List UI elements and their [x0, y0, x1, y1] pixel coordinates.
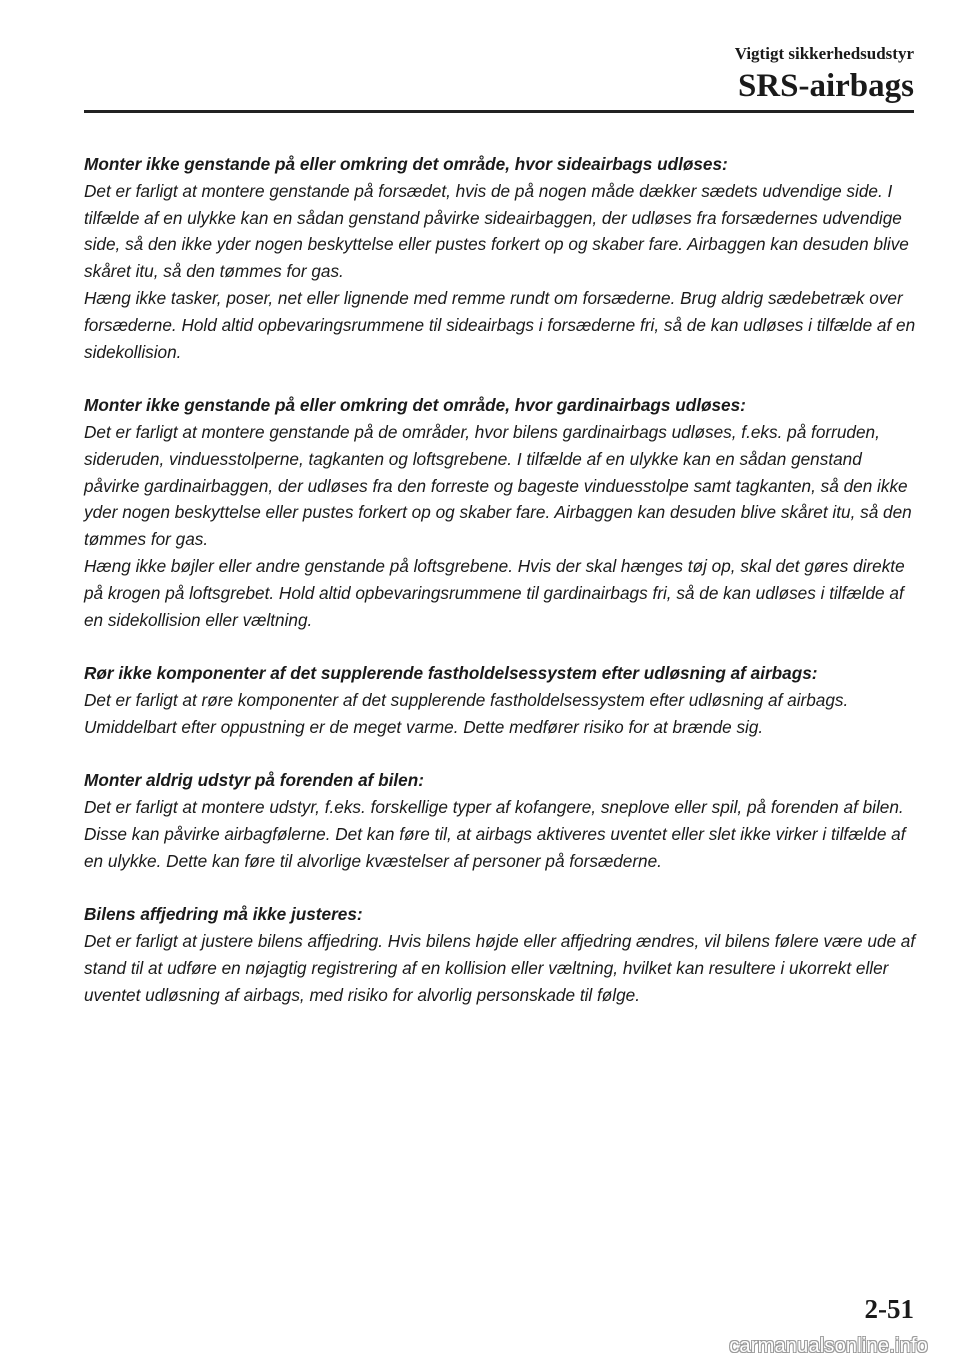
page-number: 2-51 — [864, 1294, 914, 1324]
warning-paragraph: Det er farligt at montere udstyr, f.eks. forskellige typer af kofangere, sneplove eller spil, på forenden af bilen. Disse kan påvirke airbagfølerne. Det kan føre til, at airbags aktiveres uventet eller slet ikke virker i tilfælde af en ulykke. Dette kan føre til alvorlige kvæstelser af personer på forsæderne. — [84, 797, 906, 871]
warning-block-components — [84, 660, 920, 740]
warning-heading: Monter aldrig udstyr på forenden af bilen: — [84, 770, 424, 791]
warning-paragraph: Det er farligt at røre komponenter af det supplerende fastholdelsessystem efter udløsning af airbags. Umiddelbart efter oppustning er de meget varme. Dette medfører risiko for at brænde sig. — [84, 689, 849, 737]
warning-heading: Monter ikke genstande på eller omkring det område, hvor sideairbags udløses: — [84, 154, 728, 174]
page-header — [735, 44, 914, 104]
chapter-subtitle: Vigtigt sikkerhedsudstyr — [734, 44, 914, 63]
warning-block-front-equipment — [84, 767, 920, 874]
warning-block-curtain-airbags — [84, 392, 920, 633]
warning-heading: Monter ikke genstande på eller omkring det område, hvor gardinairbags udløses: — [84, 395, 746, 416]
warning-paragraph: Det er farligt at justere bilens affjedring. Hvis bilens højde eller affjedring ændres, vil bilens følere være ude af stand til at udføre en nøjagtig registrering af en kollision eller væltning, hvilket kan resultere i ukorrekt eller uventet udløsning af airbags, med risiko for alvorlig personskade til følge. — [84, 931, 916, 1005]
warning-content — [84, 151, 920, 1035]
warning-heading: Rør ikke komponenter af det supplerende fastholdelsessystem efter udløsning af airbags: — [84, 663, 818, 684]
section-title: SRS-airbags — [737, 68, 914, 104]
warning-paragraph: Det er farligt at montere genstande på forsædet, hvis de på nogen måde dækker sædets udvendige side. I tilfælde af en ulykke kan en sådan genstand påvirke sideairbaggen, der udløses fra forsædernes udvendige side, så den ikke yder nogen beskyttelse eller pustes forkert op og skaber fare. Airbaggen kan desuden blive skåret itu, så den tømmes for gas. — [84, 180, 909, 282]
warning-heading: Bilens affjedring må ikke justeres: — [84, 904, 363, 925]
header-rule — [84, 110, 914, 113]
warning-paragraph: Hæng ikke bøjler eller andre genstande på loftsgrebene. Hvis der skal hænges tøj op, skal det gøres direkte på krogen på loftsgrebet. Hold altid opbevaringsrummene til gardinairbags fri, så de kan udløses i tilfælde af en sidekollision eller væltning. — [84, 555, 905, 630]
warning-block-suspension — [84, 901, 920, 1008]
warning-paragraph: Hæng ikke tasker, poser, net eller lignende med remme rundt om forsæderne. Brug aldrig sædebetræk over forsæderne. Hold altid opbevaringsrummene til sideairbags i forsæderne fri, så de kan udløses i tilfælde af en sidekollision. — [84, 287, 916, 362]
warning-block-side-airbags — [84, 151, 920, 365]
warning-paragraph: Det er farligt at montere genstande på de områder, hvor bilens gardinairbags udløses, f.eks. på forruden, sideruden, vinduesstolperne, tagkanten og loftsgrebene. I tilfælde af en ulykke kan en sådan genstand påvirke gardinairbaggen, der udløses fra den forreste og bageste vinduesstolpe samt tagkanten, så den ikke yder nogen beskyttelse eller pustes forkert op og skaber fare. Airbaggen kan desuden blive skåret itu, så den tømmes for gas. — [84, 421, 912, 550]
watermark: carmanualsonline.info — [729, 1335, 928, 1357]
